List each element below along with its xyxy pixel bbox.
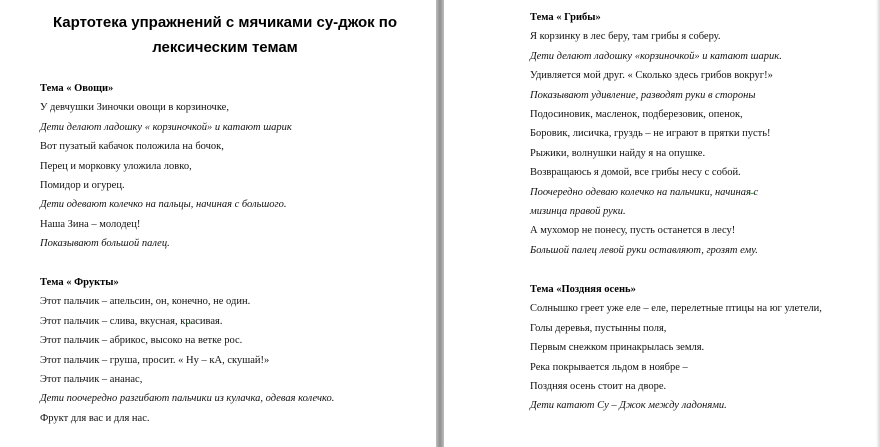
instruction-line: Большой палец левой руки оставляют, грозят ему. [530, 244, 758, 256]
verse-line: Голы деревья, пустынны поля, [530, 322, 667, 334]
section-heading: Тема « Овощи» [40, 83, 114, 94]
verse-line: Наша Зина – молодец! [40, 218, 141, 230]
verse-line: Этот пальчик – ананас, [40, 374, 143, 385]
verse-line: Солнышко греет уже еле – еле, перелетные птицы на юг улетели, [530, 303, 822, 315]
section-heading: Тема « Грибы» [530, 12, 601, 23]
verse-line: Фрукт для вас и для нас. [40, 412, 150, 424]
page-gutter [436, 0, 444, 447]
instruction-line: Поочередно одеваю колечко на пальчики, начиная с [530, 186, 759, 198]
instruction-line: Показывают большой палец. [40, 238, 170, 250]
verse-line: А мухомор не понесу, пусть останется в лесу! [530, 225, 736, 237]
section-heading: Тема « Фрукты» [40, 277, 119, 288]
verse-line: Вот пузатый кабачок положила на бочок, [40, 141, 224, 153]
verse-line: Поздняя осень стоит на дворе. [530, 381, 667, 392]
verse-line: Этот пальчик – груша, просит. « Ну – кА, скушай!» [40, 354, 270, 366]
verse-line: Этот пальчик – абрикос, высоко на ветке рос. [40, 335, 243, 347]
verse-line: Перец и морковку уложила ловко, [40, 160, 192, 172]
instruction-line: Дети катают Су – Джок между ладонями. [530, 400, 727, 412]
verse-line: Река покрывается льдом в ноябре – [530, 361, 688, 373]
section-heading: Тема «Поздняя осень» [530, 284, 636, 295]
verse-line: У девчушки Зиночки овощи в корзиночке, [40, 102, 229, 114]
instruction-line: Дети одевают колечко на пальцы, начиная с большого. [40, 199, 287, 211]
verse-line: Этот пальчик – слива, вкусная, красивая. [40, 315, 223, 327]
verse-line: Возвращаюсь я домой, все грибы несу с собой. [530, 167, 741, 179]
instruction-line: Показывают удивление, разводят руки в стороны [530, 89, 756, 101]
verse-line: Удивляется мой друг. « Сколько здесь грибов вокруг!» [530, 70, 773, 82]
page-edge [876, 0, 880, 447]
verse-line: Рыжики, волнушки найду я на опушке. [530, 147, 706, 159]
verse-line: Этот пальчик – апельсин, он, конечно, не один. [40, 296, 251, 308]
instruction-line: Дети делают ладошку «корзиночкой» и катают шарик. [530, 50, 782, 62]
verse-line: Подосиновик, масленок, подберезовик, опенок, [530, 109, 743, 120]
verse-line: Боровик, лисичка, груздь – не играют в прятки пусть! [530, 128, 771, 140]
instruction-line: Дети поочередно разгибают пальчики из кулачка, одевая колечко. [40, 393, 335, 405]
right-page [444, 0, 880, 447]
document-title: Картотека упражнений с мячиками су-джок по лексическим темам [52, 14, 398, 56]
verse-line: Первым снежком принакрылась земля. [530, 342, 705, 354]
left-page [0, 0, 436, 447]
verse-line: Я корзинку в лес беру, там грибы я соберу. [530, 31, 721, 43]
instruction-line: Дети делают ладошку « корзиночкой» и катают шарик [40, 121, 292, 133]
verse-line: Помидор и огурец. [40, 180, 125, 191]
instruction-line: мизинца правой руки. [530, 206, 626, 217]
